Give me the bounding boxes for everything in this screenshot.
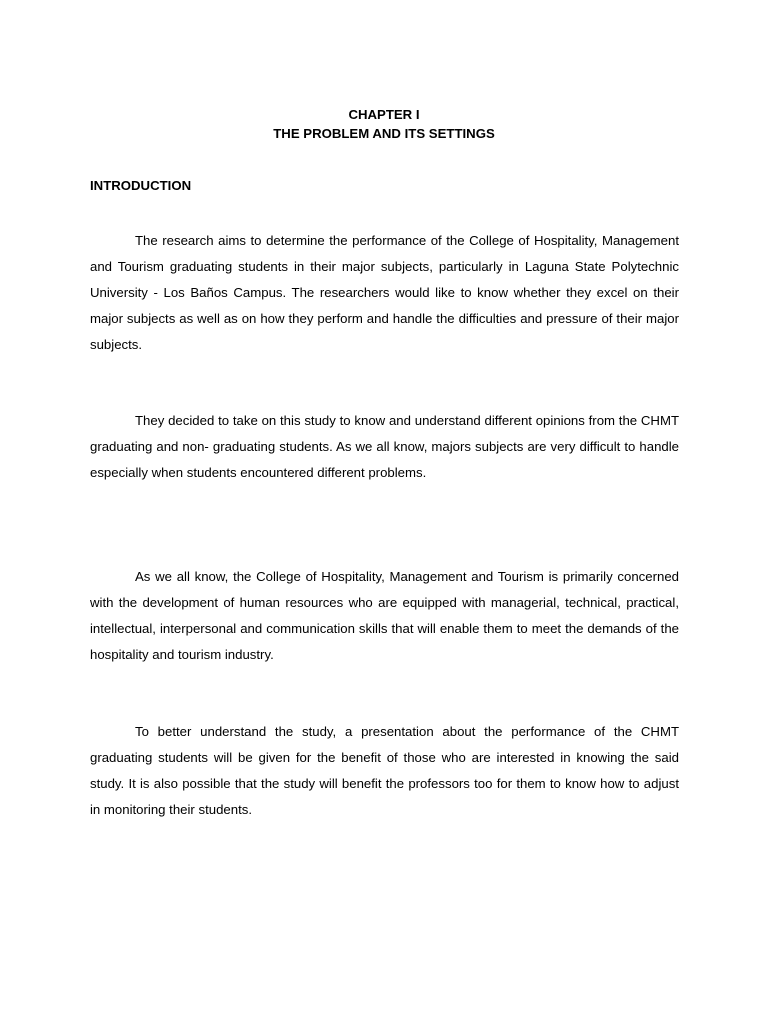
paragraph-1: The research aims to determine the performance of the College of Hospitality, Management and Tourism graduating students in their major subjects, particularly in Laguna State Polytechnic University - Los Baños Campus. The researchers would like to know whether they excel on their major subjects as well as on how they perform and handle the difficulties and pressure of their major subjects.: [90, 233, 679, 352]
chapter-title: THE PROBLEM AND ITS SETTINGS: [273, 126, 495, 141]
chapter-number: CHAPTER I: [348, 107, 420, 122]
section-heading: INTRODUCTION: [90, 178, 192, 193]
paragraph-4: To better understand the study, a presentation about the performance of the CHMT graduating students will be given for the benefit of those who are interested in knowing the said study. It is also possible that the study will benefit the professors too for them to know how to adjust in monitoring their students.: [90, 724, 679, 817]
paragraph-2: They decided to take on this study to know and understand different opinions from the CHMT graduating and non- graduating students. As we all know, majors subjects are very difficult to handle especially when students encountered different problems.: [90, 413, 679, 480]
paragraph-3: As we all know, the College of Hospitality, Management and Tourism is primarily concerned with the development of human resources who are equipped with managerial, technical, practical, intellectual, interpersonal and communication skills that will enable them to meet the demands of the hospitality and tourism industry.: [90, 569, 679, 662]
